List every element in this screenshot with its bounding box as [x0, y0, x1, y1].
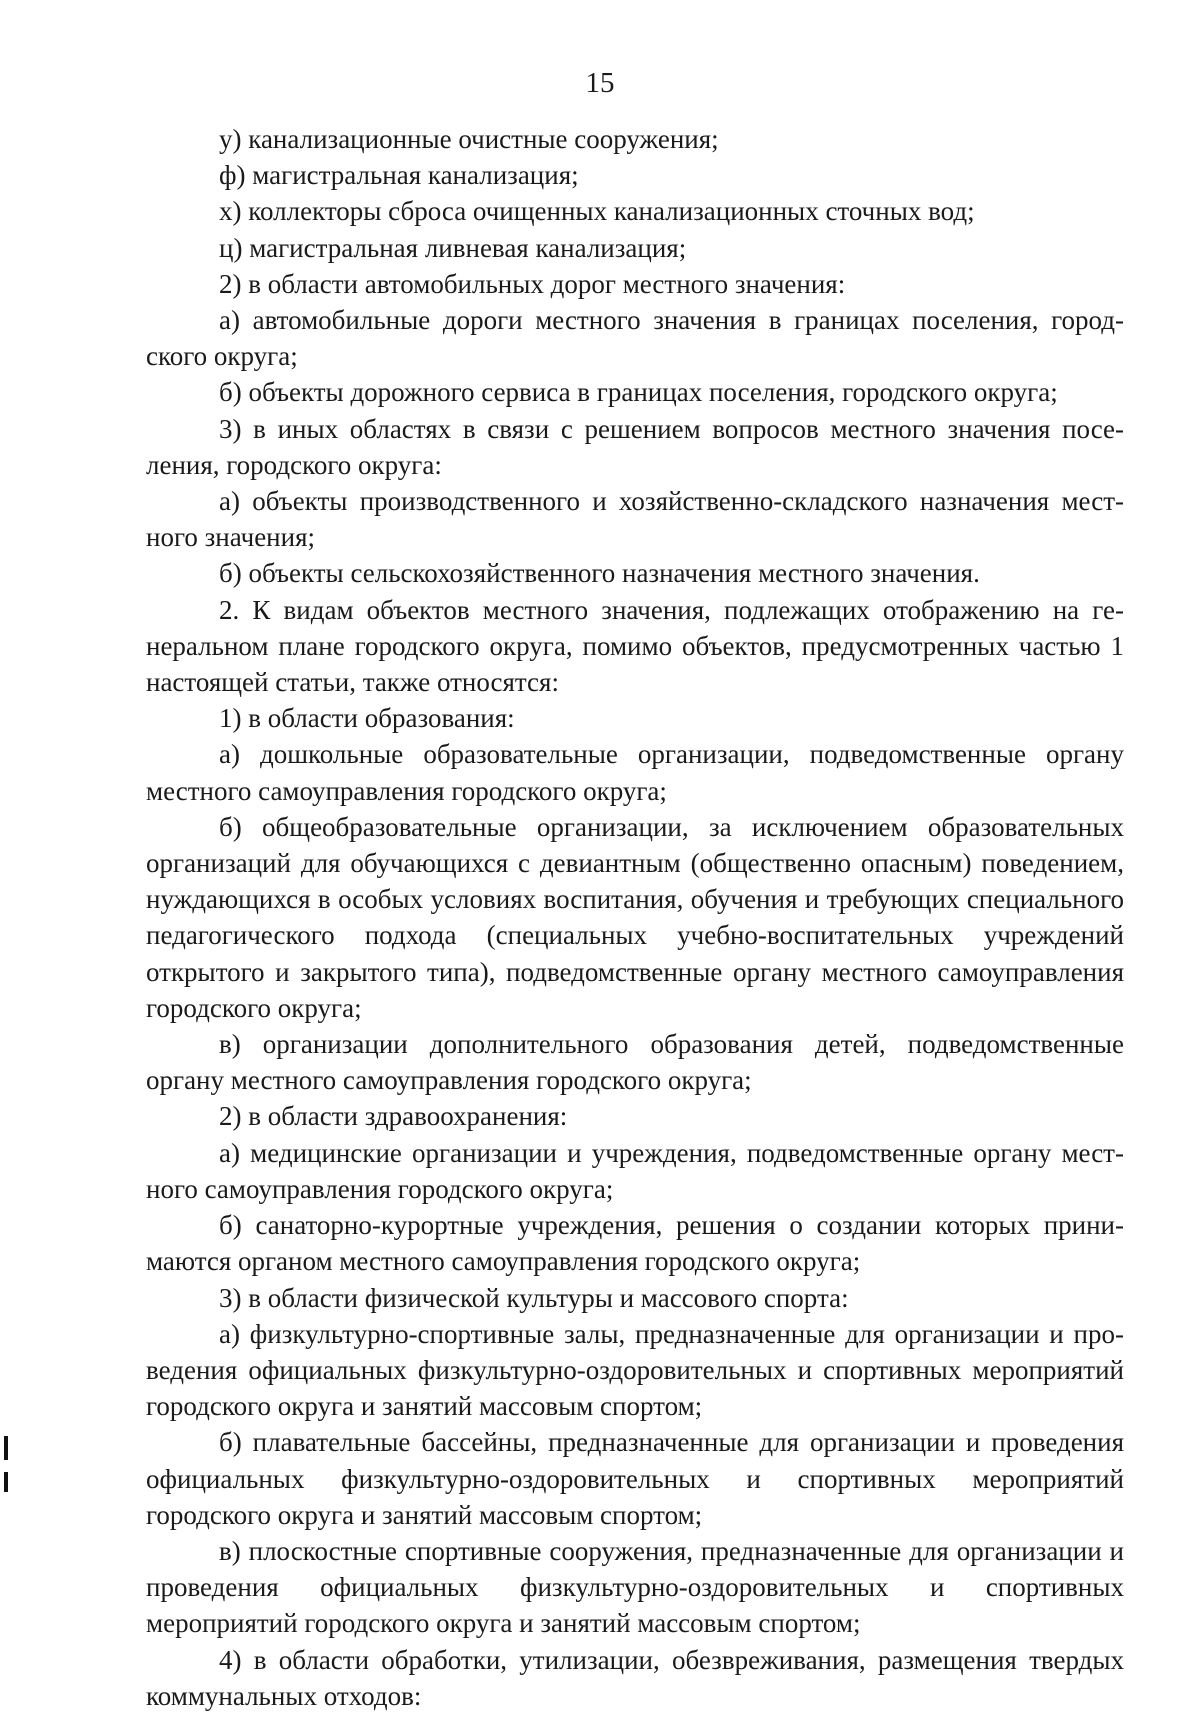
paragraph: а) объекты производственного и хозяйственно-складского назначения местного значения; — [146, 486, 1124, 553]
paragraph: б) объекты сельскохозяйственного назначения местного значения. — [219, 558, 980, 589]
scan-margin-mark — [4, 1436, 8, 1460]
paragraph: 1) в области образования: — [219, 703, 515, 734]
paragraph: а) медицинские организации и учреждения, подведомственные органу местного самоуправления городского округа; — [146, 1137, 1124, 1204]
paragraph: б) плавательные бассейны, предназначенные для организации и проведения официальных физкультурно-оздоровительных и спортивных мероприятий городского округа и занятий массовым спортом; — [146, 1427, 1124, 1530]
paragraph: б) санаторно-курортные учреждения, решения о создании которых принимаются органом местного самоуправления городского округа; — [146, 1210, 1124, 1277]
paragraph: 4) в области обработки, утилизации, обезвреживания, размещения твердых коммунальных отходов: — [146, 1644, 1124, 1711]
paragraph: 2) в области здравоохранения: — [219, 1101, 568, 1132]
paragraph: 2) в области автомобильных дорог местного значения: — [219, 268, 846, 299]
paragraph: в) плоскостные спортивные сооружения, предназначенные для организации и проведения официальных физкультурно-оздоровительных и спортивных мероприятий городского округа и занятий массовым спортом; — [146, 1535, 1124, 1639]
paragraph: 3) в иных областях в связи с решением вопросов местного значения поселения, городского округа: — [146, 413, 1124, 480]
paragraph: б) общеобразовательные организации, за исключением образовательных организаций для обучающихся с девиантным (общественно опасным) поведением, нуждающихся в особых условиях воспитания, обучения и требующих специального педагогического подхода (специальных учебно-воспитательных учреждений открытого и закрытого типа), подведомственные органу местного самоуправления городского округа; — [146, 811, 1124, 1023]
paragraph: а) дошкольные образовательные организации, подведомственные органу местного самоуправления городского округа; — [146, 739, 1124, 806]
paragraph: у) канализационные очистные сооружения; — [219, 124, 719, 154]
paragraph: х) коллекторы сброса очищенных канализационных сточных вод; — [219, 196, 975, 227]
page-number: 15 — [585, 67, 615, 99]
paragraph: ф) магистральная канализация; — [219, 160, 579, 191]
scan-margin-mark — [4, 1472, 8, 1492]
paragraph: 2. К видам объектов местного значения, подлежащих отображению на генеральном плане городского округа, помимо объектов, предусмотренных частью 1 настоящей статьи, также относятся: — [146, 594, 1124, 698]
paragraph: а) физкультурно-спортивные залы, предназначенные для организации и проведения официальных физкультурно-оздоровительных и спортивных мероприятий городского округа и занятий массовым спортом; — [146, 1318, 1124, 1422]
paragraph: в) организации дополнительного образования детей, подведомственные органу местного самоуправления городского округа; — [146, 1029, 1124, 1096]
paragraph: 3) в области физической культуры и массового спорта: — [219, 1282, 849, 1313]
document-body — [146, 121, 1124, 1714]
paragraph: б) объекты дорожного сервиса в границах поселения, городского округа; — [219, 377, 1058, 408]
paragraph: а) автомобильные дороги местного значения в границах поселения, городского округа; — [146, 305, 1124, 372]
paragraph: ц) магистральная ливневая канализация; — [219, 232, 687, 263]
